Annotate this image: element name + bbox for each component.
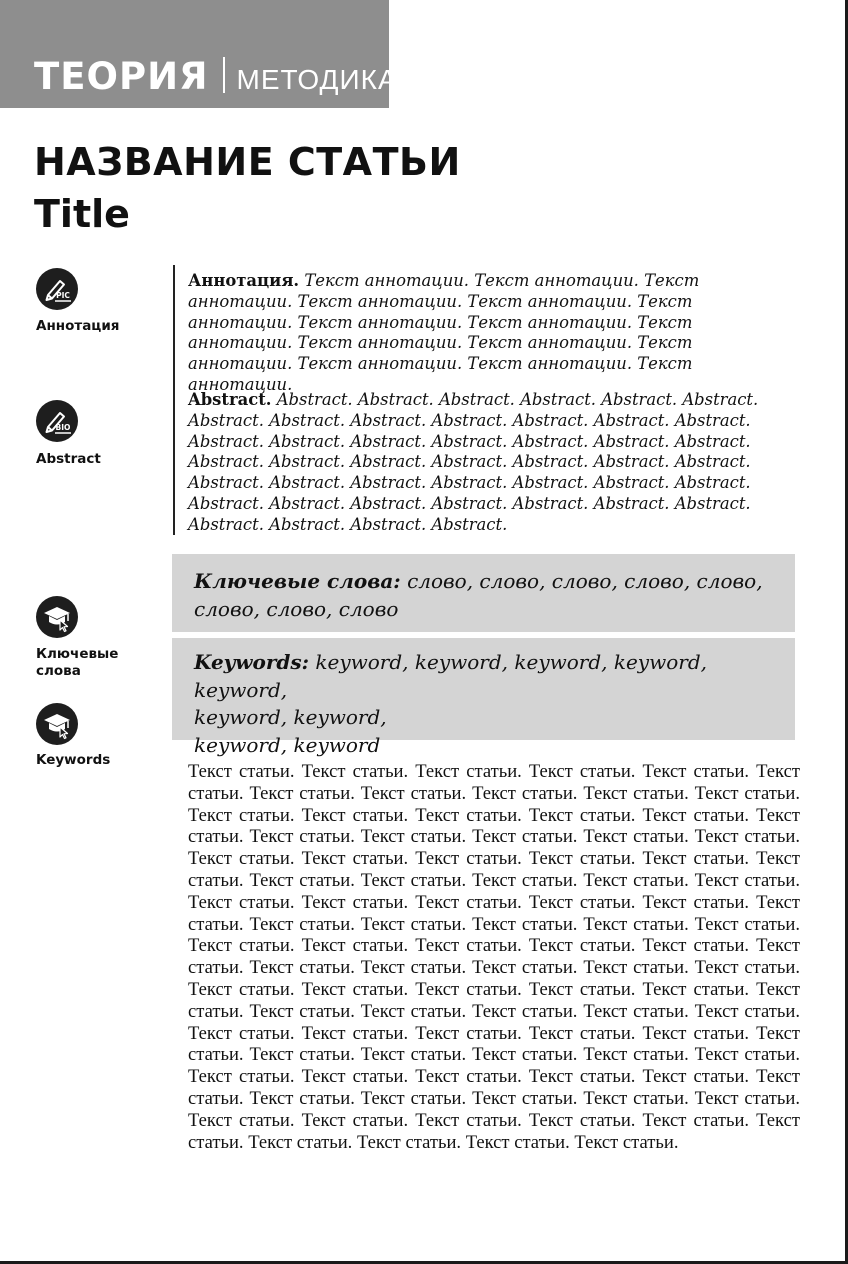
abstract-block (188, 390, 798, 536)
annotation-lead: Аннотация. (188, 271, 300, 290)
abstract-label: Abstract (36, 451, 101, 467)
article-title-ru: НАЗВАНИЕ СТАТЬИ (34, 140, 461, 184)
graduation-cap-icon (36, 703, 78, 745)
keywords-en-heading: Keywords: (194, 650, 310, 674)
keywords-en-box (172, 638, 795, 757)
article-title-en: Title (34, 192, 130, 236)
abstract-text: Abstract. Abstract. Abstract. Abstract. Abstract. Abstract. Abstract. Abstract. Abstract. Abstract. Abstract. Abstract. Abstract. Abstract. Abstract. Abstract. Abstract. Abstract. Abstract. Abstract. Abstract. Abstract. Abstract. Abstract. Abstract. Abstract. Abstract. Abstract. Abstract. Abstract. Abstract. Abstract. Abstract. Abstract. Abstract. Abstract. Abstract. Abstract. Abstract. Abstract. Abstract. Abstract. Abstract. Abstract. Abstract. (188, 390, 759, 534)
section-divider (223, 57, 225, 93)
keywords-en-line-3: keyword, keyword (194, 732, 381, 757)
keywords-ru-heading: Ключевые слова: (194, 569, 401, 593)
section-heading (34, 55, 398, 98)
keywords-ru-label: Ключевые слова (36, 646, 119, 679)
pencil-bio-icon (36, 400, 78, 442)
pic-icon-text: PIC (56, 291, 70, 300)
keywords-ru-box (172, 554, 795, 632)
section-header (0, 0, 398, 108)
annotation-label: Аннотация (36, 318, 120, 334)
pencil-pic-icon (36, 268, 78, 310)
keywords-ru-text: слово, слово, слово, слово, слово, слово, слово, слово (194, 569, 763, 621)
bio-icon-text: BIO (55, 423, 71, 432)
keywords-en-label: Keywords (36, 752, 111, 768)
keywords-en-line-2: keyword, keyword, (194, 705, 387, 729)
annotation-block (188, 271, 798, 396)
annotation-text: Текст аннотации. Текст аннотации. Текст аннотации. Текст аннотации. Текст аннотации. Текст аннотации. Текст аннотации. Текст аннотации. Текст аннотации. Текст аннотации. Текст аннотации. Текст аннотации. Текст аннотации. Текст аннотации. Текст аннотации. (188, 271, 700, 394)
keywords-en-line-1: keyword, keyword, keyword, keyword, keyword, (194, 650, 707, 702)
article-body: Текст статьи. Текст статьи. Текст статьи. Текст статьи. Текст статьи. Текст статьи. Текст статьи. Текст статьи. Текст статьи. Текст статьи. Текст статьи. Текст статьи. Текст статьи. Текст статьи. Текст статьи. Текст статьи. Текст статьи. Текст статьи. Текст статьи. Текст статьи. Текст статьи. Текст статьи. Текст статьи. Текст статьи. Текст статьи. Текст статьи. Текст статьи. Текст статьи. Текст статьи. Текст статьи. Текст статьи. Текст статьи. Текст статьи. Текст статьи. Текст статьи. Текст статьи. Текст статьи. Текст статьи. Текст статьи. Текст статьи. Текст статьи. Текст статьи. Текст статьи. Текст статьи. Текст статьи. Текст статьи. Текст статьи. Текст статьи. Текст статьи. Текст статьи. Текст статьи. Текст статьи. Текст статьи. Текст статьи. Текст статьи. Текст статьи. Текст статьи. Текст статьи. Текст статьи. Текст статьи. Текст статьи. Текст статьи. Текст статьи. Текст статьи. Текст статьи. Текст статьи. Текст статьи. Текст статьи. Текст статьи. Текст статьи. Текст статьи. Текст статьи. Текст статьи. Текст статьи. Текст статьи. Текст статьи. Текст статьи. Текст статьи. Текст статьи. Текст статьи. Текст статьи. Текст статьи. Текст статьи. Текст статьи. Текст статьи. Текст статьи. Текст статьи. Текст статьи. Текст статьи. Текст статьи. Текст статьи. Текст статьи. Текст статьи. Текст статьи. Текст статьи. Текст статьи. Текст статьи. Текст статьи. (188, 761, 800, 1153)
section-name: ТЕОРИЯ (34, 55, 209, 98)
graduation-cap-icon (36, 596, 78, 638)
sidebar-divider (173, 265, 175, 535)
abstract-lead: Abstract. (188, 390, 272, 409)
subsection-name: МЕТОДИКА (236, 64, 398, 95)
